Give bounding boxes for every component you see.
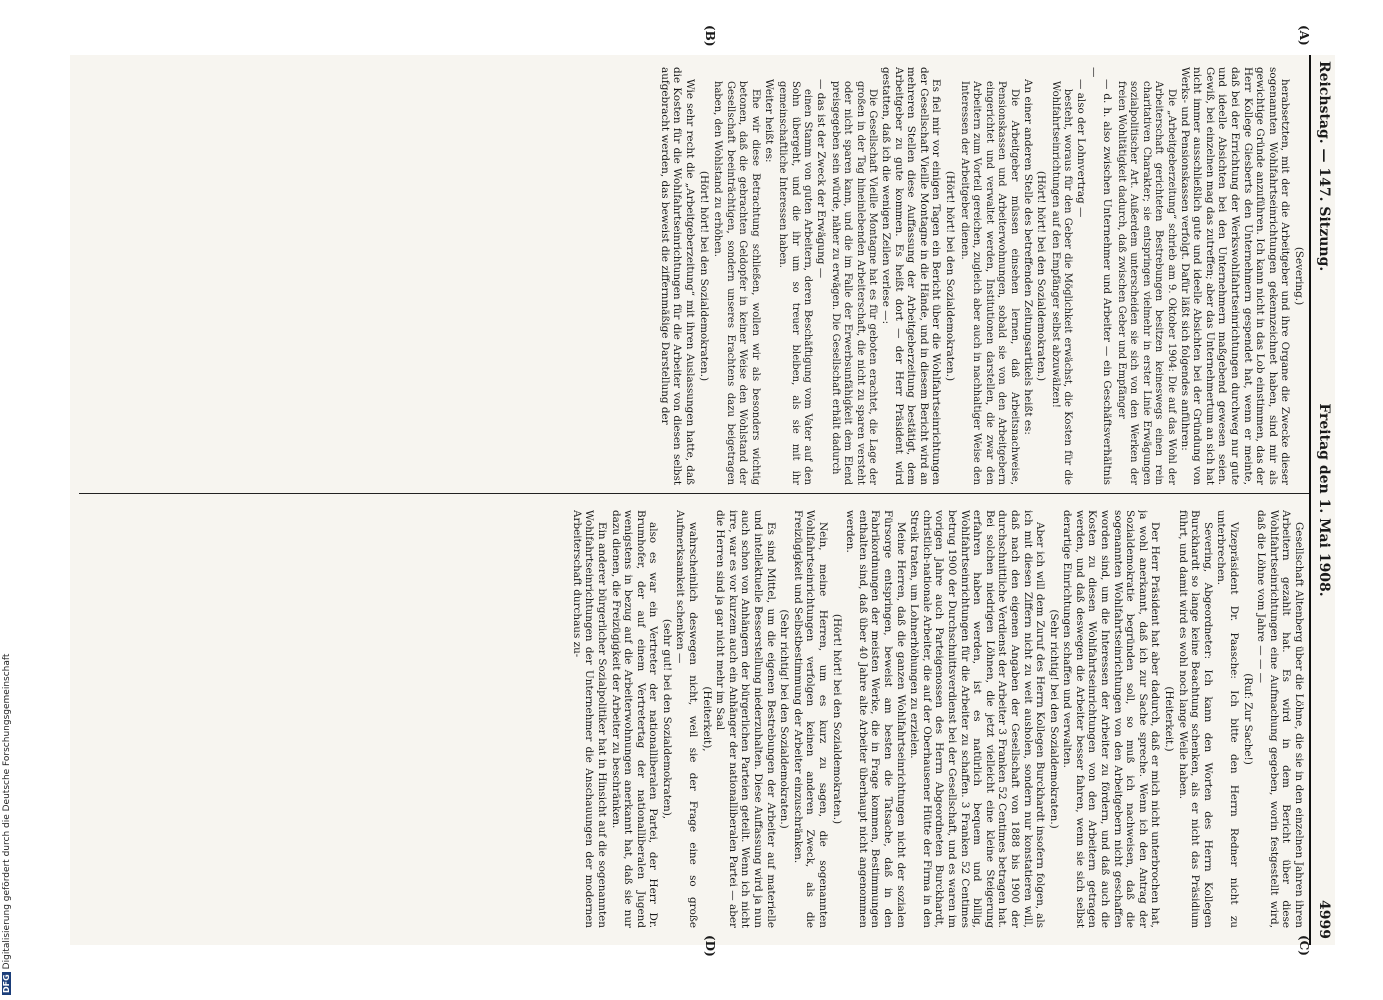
paragraph: (Hört! hört! bei den Sozialdemokraten.) [943, 170, 956, 382]
paragraph: Es sind Mittel, um die eigenen Bestrebungen der Arbeiter auf materielle und intellektuelle Besserstellung niederzuhalten. Diese Auffassung wird ja nun auch schon von Anhängern der bürgerlichen Parteien geteilt. Wenn ich nicht irre, war es vor kurzem auch ein Anhänger der nationalliberalen Partei — aber die Herren sind ja gar nicht mehr im Saal [714, 510, 777, 928]
paragraph: Der Herr Präsident hat aber dadurch, daß er mich nicht unterbrochen hat, ja wohl anerkannt, daß ich zur Sache spreche. Wenn ich den Antrag der Sozialdemokratie begründen soll, so muß ich nachweisen, daß die sogenannten Wohlfahrtseinrichtungen von den Arbeitgebern nicht geschaffen worden sind, um die Interessen der Arbeiter zu fördern, und daß auch die Kosten zu diesen Wohlfahrtseinrichtungen von den Arbeitern getragen werden, und daß deswegen die Arbeiter besser fahren, wenn sie sich selbst derartige Einrichtungen schaffen und verwalten. [1061, 510, 1162, 928]
paragraph: (Severing.) [1293, 246, 1305, 306]
header-date: Freitag den 1. Mai 1908. [1316, 403, 1332, 597]
column-divider [79, 493, 1309, 494]
header-session: Reichstag. — 147. Sitzung. [1316, 61, 1332, 272]
left-column [100, 67, 1305, 485]
paragraph: (Ruf: Zur Sache!) [1241, 673, 1254, 765]
paragraph: (Heiterkeit.) [1163, 686, 1176, 752]
margin-marker-a: (A) [1297, 25, 1311, 46]
margin-marker-d: (D) [703, 935, 717, 957]
paragraph: Aber ich will dem Zuruf des Herrn Kollegen Burckhardt insofern folgen, als ich mit diesen Ziffern nicht zu weit ausholen, sondern nur konstatieren will, daß nach den eigenen Angaben der Gesellschaft von 1888 bis 1900 der durchschnittliche Verdienst der Arbeiter 3 Franken 52 Centimes betragen hat. Bei solchen niedrigen Löhnen, die jetzt vielleicht eine kleine Steigerung erfahren haben werden, ist es natürlich bequem und billig, Wohlfahrtseinrichtungen für die Arbeiter zu schaffen. 3 Franken 52 Centimes betrug 1900 der Durchschnittsverdienst bei der Gesellschaft, und es waren im vorigen Jahre auch Parteigenossen des Herrn Abgeordneten Burckhardt, christlich-nationale Arbeiter, die auf der Oberhausener Hütte der Firma in den Streik traten, um Lohnerhöhungen zu erzielen. [908, 510, 1047, 928]
paragraph: Gesellschaft Altenberg über die Löhne, die sie in den einzelnen Jahren ihren Arbeitern gezahlt hat. Es wird in dem Bericht über diese Wohlfahrtseinrichtungen eine Aufmachung gegeben, worin festgestellt wird, daß die Löhne vom Jahre — — — [1255, 510, 1305, 928]
paragraph: — d. h. also zwischen Unternehmer und Arbeiter — ein Geschäftsverhältnis — [1088, 67, 1114, 485]
dfg-logo: DFG [2, 974, 11, 993]
paragraph: Die „Arbeitgeberzeitung“ schrieb am 9. Oktober 1904: Die auf das Wohl der Arbeiterschaft gerichteten Bestrebungen besitzen keineswegs einen rein charitativen Charakter; sie entspringen vielmehr in erster Linie Erwägungen sozialpolitischer Art. Außerdem unterscheiden sie sich von den Werken der freien Wohltätigkeit dadurch, daß zwischen Geber und Empfänger [1115, 81, 1178, 485]
rotated-document-page [70, 25, 1335, 957]
paragraph: — also der Lohnvertrag — [1074, 79, 1087, 218]
paragraph: Weiter heißt es: [762, 79, 775, 163]
paragraph: (Hört! hört! bei den Sozialdemokraten.) [1035, 170, 1048, 382]
paragraph: (Hört! hört! bei den Sozialdemokraten.) [830, 613, 843, 825]
paragraph: besteht, woraus für den Geber die Möglichkeit erwächst, die Kosten für die Wohlfahrtseinrichtungen auf den Empfänger selbst abzuwälzen! [1049, 81, 1074, 485]
paragraph: (Heiterkeit), [700, 686, 713, 752]
paragraph: (sehr gut! bei den Sozialdemokraten), [660, 618, 673, 820]
paragraph: Meine Herren, daß die ganzen Wohlfahrtseinrichtungen nicht der sozialen Fürsorge entspringen, beweist am besten die Tatsache, daß in den Fabrikordnungen der meisten Werke, die in Frage kommen, Bestimmungen enthalten sind, daß über 40 Jahre alte Arbeiter überhaupt nicht angenommen werden. [844, 510, 907, 928]
paragraph: Die Arbeitgeber müssen einsehen lernen, daß Arbeitsnachweise, Pensionskassen und Arbeiterwohnungen, sobald sie von den Arbeitgebern eingerichtet und verwaltet werden, Institutionen darstellen, die zwar den Arbeitern zum Vorteil gereichen, zugleich aber auch in nachhaltiger Weise den Interessen der Arbeitgeber dienen. [958, 81, 1020, 485]
footer-credit: Digitalisierung gefördert durch die Deutsche Forschungsgemeinschaft [2, 653, 12, 970]
paragraph: Severing, Abgeordneter: Ich kann den Worten des Herrn Kollegen Burckhardt so lange keine Beachtung schenken, als er nicht das Präsidium führt, und damit wird es wohl noch lange Weile haben. [1176, 510, 1214, 928]
paragraph: (Sehr richtig! bei den Sozialdemokraten.) [778, 609, 791, 829]
paragraph: also es war ein Vertreter der nationalliberalen Partei, der Herr Dr. Brumhofer, der auf einem Vertretertag der nationalliberalen Jugend wenigstens in bezug auf die Arbeiterwohnungen anerkannt hat, daß sie nur dazu dienen, die Freizügigkeit der Arbeiter zu beschränken. [609, 510, 660, 928]
paragraph: Es fiel mir vor einigen Tagen ein Bericht über die Wohlfahrtseinrichtungen der Gesellschaft Vieille Montagne in die Hände, und in diesem Bericht wird an mehreren Stellen diese Auffassung der Arbeitgeberzeitung bestätigt, dem Arbeitgeber zu gute kommen. Es heißt dort — der Herr Präsident wird gestatten, daß ich die wenigen Zeilen verlese —: [880, 67, 943, 485]
right-column [100, 510, 1305, 928]
page-number: 4999 [1316, 900, 1332, 939]
paragraph: Vizepräsident Dr. Paasche: Ich bitte den Herrn Redner nicht zu unterbrechen. [1215, 510, 1241, 928]
page-header [1309, 55, 1335, 945]
paragraph: (Sehr richtig! bei den Sozialdemokraten.) [1047, 609, 1060, 829]
paragraph: An einer anderen Stelle des betreffenden Zeitungsartikels heißt es: [1021, 79, 1034, 435]
margin-marker-b: (B) [703, 25, 717, 47]
digitization-footer [0, 0, 13, 1000]
paragraph: wahrscheinlich deswegen nicht, weil sie der Frage eine so große Aufmerksamkeit schenken — [674, 510, 700, 928]
paragraph: Die Gesellschaft Vieille Montagne hat es für geboten erachtet, die Lage der großen in der Tag hineinlebenden Arbeiterschaft, die nicht zu sparen versteht oder nicht sparen kann, und die im Falle der Erwerbsunfähigkeit dem Elend preisgegeben sein würde, näher zu erwägen. Die Gesellschaft erhält dadurch [829, 81, 879, 485]
paragraph: (Hört! hört! bei den Sozialdemokraten.) [697, 170, 710, 382]
paragraph: einen Stamm von guten Arbeitern, deren Beschäftigung vom Vater auf den Sohn übergeht, und die ihr um so treuer bleiben, als sie mit ihr gemeinschaftliche Interessen haben. [777, 81, 814, 485]
paragraph: Ein anderer bürgerlicher Sozialpolitiker hat in Hinsicht auf die sogenannten Wohlfahrtseinrichtungen der Unternehmer die Anschauungen der modernen Arbeiterschaft durchaus zu- [570, 510, 608, 928]
paragraph: — das ist der Zweck der Erwägung — [815, 79, 828, 279]
margin-marker-c: (C) [1297, 935, 1311, 956]
paragraph: Wie sehr recht die „Arbeitgeberzeitung“ mit ihren Auslassungen hatte, daß die Kosten für die Wohlfahrtseinrichtungen für die Arbeiter von diesen selbst aufgebracht werden, das beweist die ziffernmäßige Darstellung der [658, 67, 697, 485]
paragraph: herabsetzten, mit der die Arbeitgeber und ihre Organe die Zwecke dieser sogenannten Wohlfahrtseinrichtungen gekennzeichnet haben, sind mir als gewichtige Gründe anzuführen. Ich kann nicht in das Lob einstimmen, das der Herr Kollege Giesberts den Unternehmern gespendet hat, wenn er meinte, daß bei der Errichtung der Werkswohlfahrtseinrichtungen durchweg nur gute und ideelle Absichten bei den Unternehmern maßgebend gewesen seien. Gewiß, bei einzelnen mag das zutreffen; aber das Unternehmertum an sich hat nicht immer ausschließlich gute und ideelle Absichten bei der Gründung von Werks- und Pensionskassen verfolgt. Dafür läßt sich folgendes anführen: [1178, 67, 1292, 485]
paragraph: Nein, meine Herren, um es kurz zu sagen, die sogenannten Wohlfahrtseinrichtungen verfolgen keinen anderen Zweck, als die Freizügigkeit und Selbstbestimmung der Arbeiter einzuschränken. [791, 510, 830, 928]
paragraph: Ehe wir diese Betrachtung schließen, wollen wir als besonders wichtig betonen, daß die gebrachten Geldopfer in keiner Weise den Wohlstand der Gesellschaft beeinträchtigen, sondern unseres Erachtens dazu beigetragen haben, den Wohlstand zu erhöhen. [712, 81, 762, 485]
